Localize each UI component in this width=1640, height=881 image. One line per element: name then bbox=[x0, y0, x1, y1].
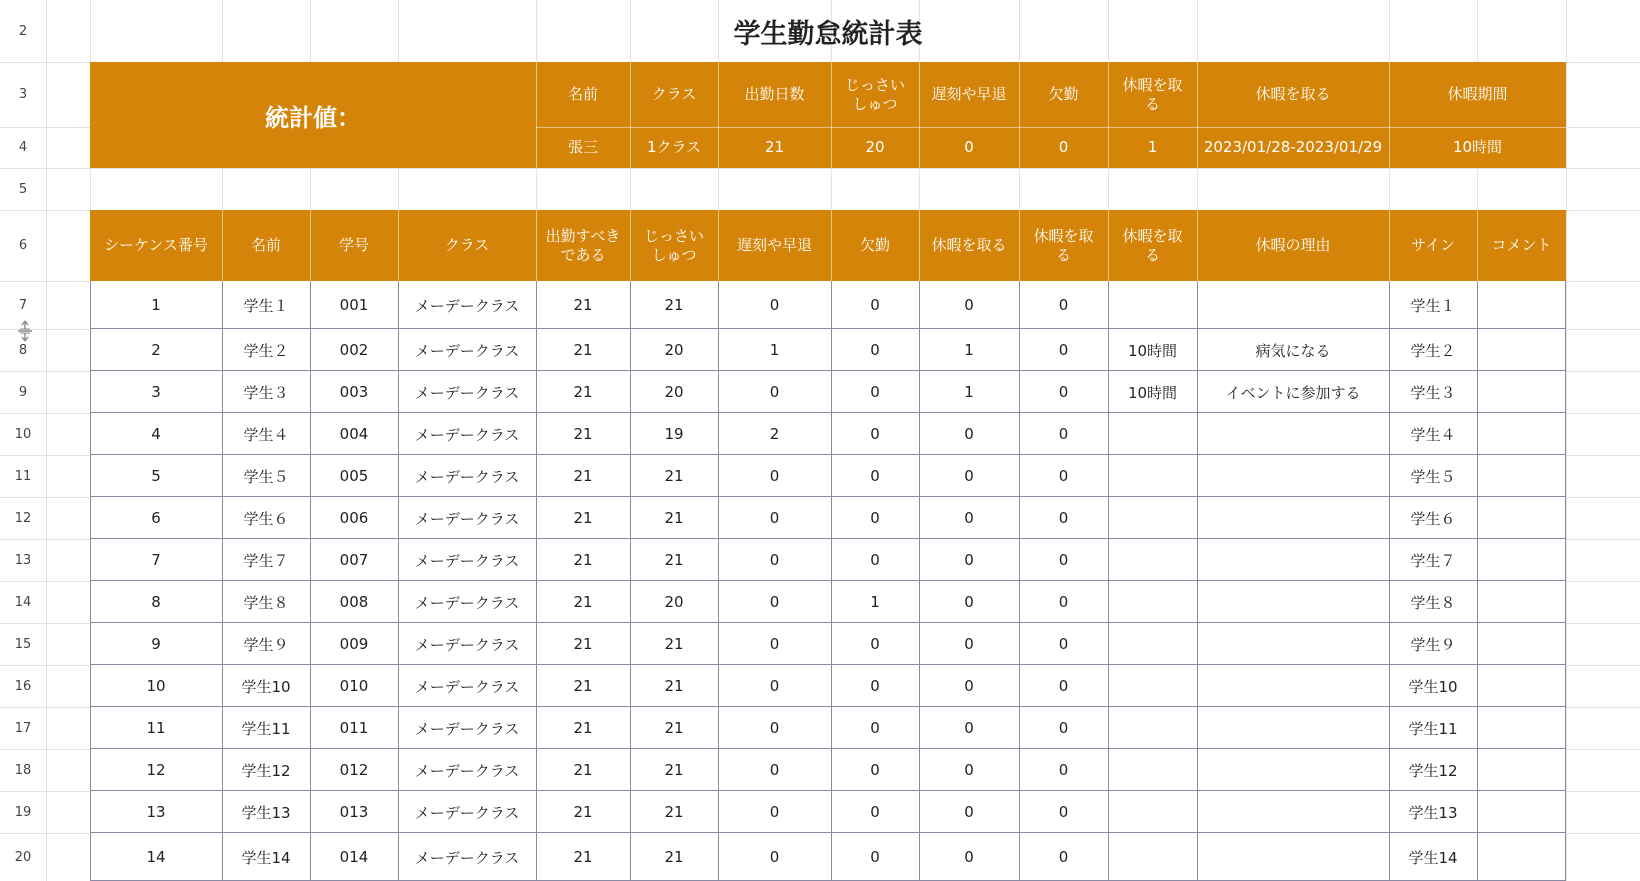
table-cell[interactable] bbox=[1108, 791, 1197, 833]
header-divider bbox=[718, 210, 719, 281]
table-cell[interactable]: 21 bbox=[536, 371, 630, 413]
table-border bbox=[90, 664, 1566, 665]
table-cell[interactable]: 20 bbox=[630, 371, 718, 413]
table-cell[interactable]: メーデークラス bbox=[398, 623, 536, 665]
header-divider bbox=[630, 210, 631, 281]
table-cell[interactable]: 008 bbox=[310, 581, 398, 623]
table-cell[interactable]: メーデークラス bbox=[398, 539, 536, 581]
table-cell[interactable]: 0 bbox=[718, 665, 831, 707]
table-cell[interactable]: 21 bbox=[630, 791, 718, 833]
row-header[interactable]: 9 bbox=[18, 384, 28, 400]
table-cell[interactable] bbox=[1477, 539, 1566, 581]
header-divider bbox=[536, 210, 537, 281]
table-cell[interactable]: 学生２ bbox=[1389, 329, 1477, 371]
header-divider bbox=[919, 62, 920, 168]
table-cell[interactable]: 0 bbox=[919, 791, 1019, 833]
table-cell[interactable]: 0 bbox=[919, 623, 1019, 665]
header-divider bbox=[831, 210, 832, 281]
table-cell[interactable]: 学生13 bbox=[1389, 791, 1477, 833]
table-header-cell[interactable]: 休暇の理由 bbox=[1197, 210, 1389, 281]
table-cell[interactable]: 0 bbox=[919, 281, 1019, 329]
summary-header-cell[interactable]: じっさい しゅつ bbox=[831, 62, 919, 127]
table-border bbox=[90, 790, 1566, 791]
table-cell[interactable]: メーデークラス bbox=[398, 749, 536, 791]
table-cell[interactable]: 1 bbox=[919, 329, 1019, 371]
table-cell[interactable] bbox=[1108, 833, 1197, 881]
table-header-cell[interactable]: 名前 bbox=[222, 210, 310, 281]
table-cell[interactable]: 19 bbox=[630, 413, 718, 455]
summary-header-cell[interactable]: 遅刻や早退 bbox=[919, 62, 1019, 127]
header-divider bbox=[310, 210, 311, 281]
table-border bbox=[90, 412, 1566, 413]
table-cell[interactable]: メーデークラス bbox=[398, 455, 536, 497]
table-cell[interactable]: 001 bbox=[310, 281, 398, 329]
table-cell[interactable] bbox=[1477, 413, 1566, 455]
gridline-horizontal bbox=[0, 168, 1640, 169]
table-cell[interactable]: 21 bbox=[630, 497, 718, 539]
table-cell[interactable]: 010 bbox=[310, 665, 398, 707]
table-cell[interactable] bbox=[1477, 749, 1566, 791]
row-header[interactable]: 20 bbox=[14, 849, 32, 865]
table-cell[interactable]: 0 bbox=[1019, 539, 1108, 581]
table-cell[interactable]: 21 bbox=[536, 581, 630, 623]
table-cell[interactable] bbox=[1477, 665, 1566, 707]
table-cell[interactable]: 学生14 bbox=[1389, 833, 1477, 881]
table-cell[interactable]: 1 bbox=[831, 581, 919, 623]
table-cell[interactable]: 003 bbox=[310, 371, 398, 413]
table-border bbox=[90, 328, 1566, 329]
row-header[interactable]: 16 bbox=[14, 678, 32, 694]
summary-header-cell[interactable]: 休暇期間 bbox=[1389, 62, 1566, 127]
summary-value-cell[interactable]: 0 bbox=[919, 127, 1019, 168]
header-divider bbox=[1197, 62, 1198, 168]
table-cell[interactable]: 0 bbox=[831, 371, 919, 413]
table-cell[interactable]: 学生11 bbox=[1389, 707, 1477, 749]
table-cell[interactable] bbox=[1197, 707, 1389, 749]
table-cell[interactable]: 8 bbox=[90, 581, 222, 623]
table-cell[interactable]: 学生６ bbox=[1389, 497, 1477, 539]
header-divider bbox=[831, 62, 832, 168]
table-cell[interactable]: 21 bbox=[536, 623, 630, 665]
table-header-cell[interactable]: サイン bbox=[1389, 210, 1477, 281]
table-cell[interactable] bbox=[1197, 833, 1389, 881]
table-cell[interactable]: 21 bbox=[536, 281, 630, 329]
table-cell[interactable]: 10時間 bbox=[1108, 329, 1197, 371]
table-cell[interactable] bbox=[1108, 749, 1197, 791]
table-cell[interactable]: メーデークラス bbox=[398, 707, 536, 749]
header-divider bbox=[1477, 210, 1478, 281]
table-cell[interactable]: 学生４ bbox=[222, 413, 310, 455]
summary-value-cell[interactable]: 1クラス bbox=[630, 127, 718, 168]
table-cell[interactable]: 0 bbox=[919, 539, 1019, 581]
table-cell[interactable]: 21 bbox=[630, 707, 718, 749]
summary-value-cell[interactable]: 21 bbox=[718, 127, 831, 168]
row-header[interactable]: 5 bbox=[18, 181, 28, 197]
table-cell[interactable]: 学生12 bbox=[222, 749, 310, 791]
table-cell[interactable]: 6 bbox=[90, 497, 222, 539]
table-cell[interactable]: 0 bbox=[831, 413, 919, 455]
table-cell[interactable]: 005 bbox=[310, 455, 398, 497]
table-cell[interactable]: 0 bbox=[718, 833, 831, 881]
table-cell[interactable] bbox=[1108, 581, 1197, 623]
table-cell[interactable] bbox=[1108, 455, 1197, 497]
row-header[interactable]: 6 bbox=[18, 238, 28, 253]
table-cell[interactable]: 21 bbox=[536, 497, 630, 539]
table-cell[interactable] bbox=[1477, 623, 1566, 665]
table-cell[interactable] bbox=[1197, 281, 1389, 329]
table-cell[interactable] bbox=[1197, 791, 1389, 833]
summary-value-cell[interactable]: 1 bbox=[1108, 127, 1197, 168]
row-header[interactable]: 13 bbox=[14, 552, 32, 568]
summary-label[interactable]: 統計値： bbox=[90, 62, 536, 168]
table-cell[interactable]: 0 bbox=[1019, 749, 1108, 791]
table-cell[interactable]: 0 bbox=[831, 791, 919, 833]
row-header[interactable]: 7 bbox=[18, 297, 28, 313]
table-cell[interactable] bbox=[1197, 539, 1389, 581]
table-cell[interactable]: 21 bbox=[536, 329, 630, 371]
table-cell[interactable]: 0 bbox=[919, 665, 1019, 707]
row-header[interactable]: 17 bbox=[14, 720, 32, 736]
table-header-cell[interactable]: コメント bbox=[1477, 210, 1566, 281]
table-cell[interactable]: 学生８ bbox=[222, 581, 310, 623]
table-cell[interactable] bbox=[1108, 623, 1197, 665]
row-header[interactable]: 12 bbox=[14, 510, 32, 526]
table-cell[interactable]: 21 bbox=[630, 623, 718, 665]
header-divider bbox=[222, 210, 223, 281]
table-cell[interactable]: 21 bbox=[536, 539, 630, 581]
table-cell[interactable]: 21 bbox=[536, 413, 630, 455]
table-cell[interactable]: 10 bbox=[90, 665, 222, 707]
table-cell[interactable]: 0 bbox=[1019, 455, 1108, 497]
header-divider bbox=[536, 127, 1566, 128]
table-cell[interactable]: 0 bbox=[1019, 581, 1108, 623]
table-cell[interactable]: 21 bbox=[630, 665, 718, 707]
table-cell[interactable]: 7 bbox=[90, 539, 222, 581]
table-cell[interactable]: 病気になる bbox=[1197, 329, 1389, 371]
table-cell[interactable]: メーデークラス bbox=[398, 791, 536, 833]
table-cell[interactable]: 14 bbox=[90, 833, 222, 881]
table-cell[interactable]: 21 bbox=[630, 539, 718, 581]
table-cell[interactable]: 2 bbox=[90, 329, 222, 371]
table-cell[interactable]: 0 bbox=[1019, 665, 1108, 707]
table-cell[interactable]: 学生13 bbox=[222, 791, 310, 833]
table-cell[interactable]: 11 bbox=[90, 707, 222, 749]
table-cell[interactable] bbox=[1477, 281, 1566, 329]
table-cell[interactable]: メーデークラス bbox=[398, 833, 536, 881]
table-cell[interactable]: 2 bbox=[718, 413, 831, 455]
header-divider bbox=[1389, 210, 1390, 281]
table-cell[interactable] bbox=[1108, 665, 1197, 707]
table-cell[interactable]: メーデークラス bbox=[398, 413, 536, 455]
table-cell[interactable] bbox=[1197, 749, 1389, 791]
header-divider bbox=[1019, 62, 1020, 168]
table-cell[interactable]: 21 bbox=[536, 833, 630, 881]
table-cell[interactable] bbox=[1477, 581, 1566, 623]
table-cell[interactable]: 学生11 bbox=[222, 707, 310, 749]
table-cell[interactable] bbox=[1108, 281, 1197, 329]
row-header[interactable]: 14 bbox=[14, 594, 32, 610]
table-cell[interactable]: メーデークラス bbox=[398, 581, 536, 623]
table-cell[interactable]: 学生２ bbox=[222, 329, 310, 371]
table-cell[interactable]: 006 bbox=[310, 497, 398, 539]
table-cell[interactable]: 0 bbox=[919, 413, 1019, 455]
row-header[interactable]: 10 bbox=[14, 426, 32, 442]
table-cell[interactable]: 0 bbox=[718, 539, 831, 581]
row-header[interactable]: 3 bbox=[18, 87, 28, 102]
table-border bbox=[90, 748, 1566, 749]
table-cell[interactable]: 学生12 bbox=[1389, 749, 1477, 791]
table-cell[interactable]: 学生５ bbox=[222, 455, 310, 497]
table-cell[interactable] bbox=[1197, 413, 1389, 455]
row-header[interactable]: 19 bbox=[14, 804, 32, 820]
table-cell[interactable]: 0 bbox=[831, 455, 919, 497]
row-header[interactable]: 4 bbox=[18, 140, 28, 155]
summary-header-cell[interactable]: 休暇を取 る bbox=[1108, 62, 1197, 127]
table-cell[interactable] bbox=[1197, 623, 1389, 665]
table-cell[interactable]: 0 bbox=[831, 539, 919, 581]
table-header-cell[interactable]: シーケンス番号 bbox=[90, 210, 222, 281]
table-cell[interactable]: 4 bbox=[90, 413, 222, 455]
table-cell[interactable]: 21 bbox=[536, 707, 630, 749]
table-cell[interactable]: 3 bbox=[90, 371, 222, 413]
summary-value-cell[interactable]: 10時間 bbox=[1389, 127, 1566, 168]
table-cell[interactable] bbox=[1477, 371, 1566, 413]
table-cell[interactable]: 学生１ bbox=[222, 281, 310, 329]
table-cell[interactable]: 学生６ bbox=[222, 497, 310, 539]
table-cell[interactable]: 学生９ bbox=[222, 623, 310, 665]
table-cell[interactable]: 0 bbox=[718, 707, 831, 749]
table-cell[interactable]: メーデークラス bbox=[398, 497, 536, 539]
table-cell[interactable]: 0 bbox=[831, 623, 919, 665]
summary-value-cell[interactable]: 2023/01/28-2023/01/29 bbox=[1197, 127, 1389, 168]
table-cell[interactable]: 004 bbox=[310, 413, 398, 455]
table-cell[interactable]: 0 bbox=[1019, 623, 1108, 665]
table-cell[interactable]: 5 bbox=[90, 455, 222, 497]
table-cell[interactable]: 学生７ bbox=[1389, 539, 1477, 581]
table-cell[interactable]: 0 bbox=[718, 791, 831, 833]
table-border bbox=[90, 496, 1566, 497]
table-cell[interactable]: メーデークラス bbox=[398, 665, 536, 707]
table-cell[interactable]: 0 bbox=[718, 623, 831, 665]
table-cell[interactable] bbox=[1477, 707, 1566, 749]
table-cell[interactable]: 1 bbox=[90, 281, 222, 329]
table-cell[interactable] bbox=[1477, 833, 1566, 881]
header-divider bbox=[718, 62, 719, 168]
table-cell[interactable]: 20 bbox=[630, 581, 718, 623]
table-cell[interactable]: 学生８ bbox=[1389, 581, 1477, 623]
table-border bbox=[90, 454, 1566, 455]
table-cell[interactable]: 0 bbox=[1019, 371, 1108, 413]
table-cell[interactable]: 学生９ bbox=[1389, 623, 1477, 665]
table-cell[interactable]: 0 bbox=[718, 749, 831, 791]
header-divider bbox=[536, 62, 537, 168]
table-header-cell[interactable]: 出勤すべき である bbox=[536, 210, 630, 281]
header-divider bbox=[1108, 210, 1109, 281]
table-cell[interactable]: 0 bbox=[1019, 833, 1108, 881]
table-border bbox=[90, 706, 1566, 707]
table-cell[interactable]: 0 bbox=[831, 497, 919, 539]
table-cell[interactable]: 21 bbox=[630, 455, 718, 497]
table-border bbox=[90, 538, 1566, 539]
summary-header-cell[interactable]: クラス bbox=[630, 62, 718, 127]
table-cell[interactable]: 0 bbox=[919, 581, 1019, 623]
table-cell[interactable]: 0 bbox=[831, 329, 919, 371]
table-cell[interactable]: 0 bbox=[831, 281, 919, 329]
table-cell[interactable]: 21 bbox=[536, 791, 630, 833]
table-cell[interactable]: 21 bbox=[536, 749, 630, 791]
table-cell[interactable]: 学生10 bbox=[222, 665, 310, 707]
table-cell[interactable]: 0 bbox=[1019, 413, 1108, 455]
table-cell[interactable]: 0 bbox=[1019, 281, 1108, 329]
table-header-cell[interactable]: クラス bbox=[398, 210, 536, 281]
table-cell[interactable]: 学生３ bbox=[1389, 371, 1477, 413]
table-cell[interactable]: 学生３ bbox=[222, 371, 310, 413]
summary-header-cell[interactable]: 休暇を取る bbox=[1197, 62, 1389, 127]
table-header-cell[interactable]: じっさい しゅつ bbox=[630, 210, 718, 281]
summary-header-cell[interactable]: 名前 bbox=[536, 62, 630, 127]
table-cell[interactable]: 0 bbox=[919, 497, 1019, 539]
table-cell[interactable]: メーデークラス bbox=[398, 371, 536, 413]
header-divider bbox=[1019, 210, 1020, 281]
table-border bbox=[90, 832, 1566, 833]
table-cell[interactable] bbox=[1108, 413, 1197, 455]
table-cell[interactable]: 20 bbox=[630, 329, 718, 371]
table-cell[interactable]: 0 bbox=[919, 749, 1019, 791]
table-header-cell[interactable]: 休暇を取る bbox=[919, 210, 1019, 281]
table-cell[interactable]: 0 bbox=[919, 707, 1019, 749]
table-cell[interactable]: 0 bbox=[718, 497, 831, 539]
table-border bbox=[90, 622, 1566, 623]
table-cell[interactable]: 21 bbox=[630, 281, 718, 329]
summary-header-cell[interactable]: 出勤日数 bbox=[718, 62, 831, 127]
table-cell[interactable]: 002 bbox=[310, 329, 398, 371]
header-divider bbox=[919, 210, 920, 281]
table-cell[interactable]: 0 bbox=[831, 833, 919, 881]
table-cell[interactable]: 学生５ bbox=[1389, 455, 1477, 497]
table-cell[interactable] bbox=[1108, 707, 1197, 749]
summary-value-cell[interactable]: 0 bbox=[1019, 127, 1108, 168]
table-cell[interactable]: 012 bbox=[310, 749, 398, 791]
table-cell[interactable]: 0 bbox=[718, 455, 831, 497]
row-header[interactable]: 11 bbox=[14, 468, 32, 484]
table-cell[interactable] bbox=[1197, 665, 1389, 707]
table-cell[interactable] bbox=[1108, 539, 1197, 581]
table-cell[interactable]: 013 bbox=[310, 791, 398, 833]
table-cell[interactable]: 学生１ bbox=[1389, 281, 1477, 329]
table-header-cell[interactable]: 休暇を取 る bbox=[1019, 210, 1108, 281]
table-cell[interactable]: 009 bbox=[310, 623, 398, 665]
table-cell[interactable]: 0 bbox=[831, 749, 919, 791]
table-cell[interactable]: 学生10 bbox=[1389, 665, 1477, 707]
table-header-cell[interactable]: 遅刻や早退 bbox=[718, 210, 831, 281]
row-header[interactable]: 8 bbox=[18, 342, 28, 358]
table-cell[interactable]: 0 bbox=[1019, 791, 1108, 833]
table-cell[interactable]: 学生14 bbox=[222, 833, 310, 881]
table-cell[interactable]: 0 bbox=[919, 455, 1019, 497]
table-cell[interactable] bbox=[1108, 497, 1197, 539]
row-header[interactable]: 2 bbox=[18, 23, 28, 39]
table-cell[interactable] bbox=[1477, 497, 1566, 539]
table-cell[interactable]: 21 bbox=[630, 833, 718, 881]
sheet-title[interactable]: 学生勤怠統計表 bbox=[733, 18, 923, 50]
table-cell[interactable] bbox=[1477, 455, 1566, 497]
table-cell[interactable]: 1 bbox=[919, 371, 1019, 413]
table-cell[interactable]: 0 bbox=[718, 371, 831, 413]
table-cell[interactable]: 1 bbox=[718, 329, 831, 371]
table-cell[interactable]: 0 bbox=[1019, 329, 1108, 371]
table-cell[interactable]: イベントに参加する bbox=[1197, 371, 1389, 413]
header-divider bbox=[1197, 210, 1198, 281]
header-divider bbox=[1108, 62, 1109, 168]
table-cell[interactable]: 0 bbox=[831, 665, 919, 707]
header-divider bbox=[1389, 62, 1390, 168]
header-divider bbox=[630, 62, 631, 168]
table-cell[interactable]: 9 bbox=[90, 623, 222, 665]
table-cell[interactable]: 21 bbox=[536, 665, 630, 707]
summary-header-cell[interactable]: 欠勤 bbox=[1019, 62, 1108, 127]
row-header[interactable]: 15 bbox=[14, 636, 32, 652]
table-cell[interactable]: 0 bbox=[1019, 707, 1108, 749]
table-cell[interactable]: 13 bbox=[90, 791, 222, 833]
header-divider bbox=[398, 210, 399, 281]
table-cell[interactable]: 0 bbox=[831, 707, 919, 749]
table-cell[interactable]: 0 bbox=[919, 833, 1019, 881]
summary-value-cell[interactable]: 20 bbox=[831, 127, 919, 168]
table-cell[interactable]: メーデークラス bbox=[398, 329, 536, 371]
table-border bbox=[90, 580, 1566, 581]
table-cell[interactable] bbox=[1197, 455, 1389, 497]
row-header[interactable]: 18 bbox=[14, 762, 32, 778]
table-cell[interactable] bbox=[1197, 497, 1389, 539]
table-header-cell[interactable]: 欠勤 bbox=[831, 210, 919, 281]
table-cell[interactable]: 014 bbox=[310, 833, 398, 881]
table-cell[interactable]: 10時間 bbox=[1108, 371, 1197, 413]
table-cell[interactable]: 21 bbox=[536, 455, 630, 497]
table-cell[interactable] bbox=[1477, 791, 1566, 833]
table-cell[interactable]: 0 bbox=[718, 281, 831, 329]
table-cell[interactable]: 0 bbox=[1019, 497, 1108, 539]
table-cell[interactable] bbox=[1197, 581, 1389, 623]
table-cell[interactable]: 007 bbox=[310, 539, 398, 581]
row-resize-cursor-icon bbox=[16, 320, 34, 342]
table-cell[interactable]: 学生４ bbox=[1389, 413, 1477, 455]
table-cell[interactable]: 12 bbox=[90, 749, 222, 791]
table-header-cell[interactable]: 学号 bbox=[310, 210, 398, 281]
table-cell[interactable]: メーデークラス bbox=[398, 281, 536, 329]
table-cell[interactable]: 011 bbox=[310, 707, 398, 749]
table-border bbox=[90, 370, 1566, 371]
table-header-cell[interactable]: 休暇を取 る bbox=[1108, 210, 1197, 281]
table-cell[interactable] bbox=[1477, 329, 1566, 371]
table-cell[interactable]: 21 bbox=[630, 749, 718, 791]
summary-value-cell[interactable]: 張三 bbox=[536, 127, 630, 168]
table-cell[interactable]: 学生７ bbox=[222, 539, 310, 581]
table-cell[interactable]: 0 bbox=[718, 581, 831, 623]
